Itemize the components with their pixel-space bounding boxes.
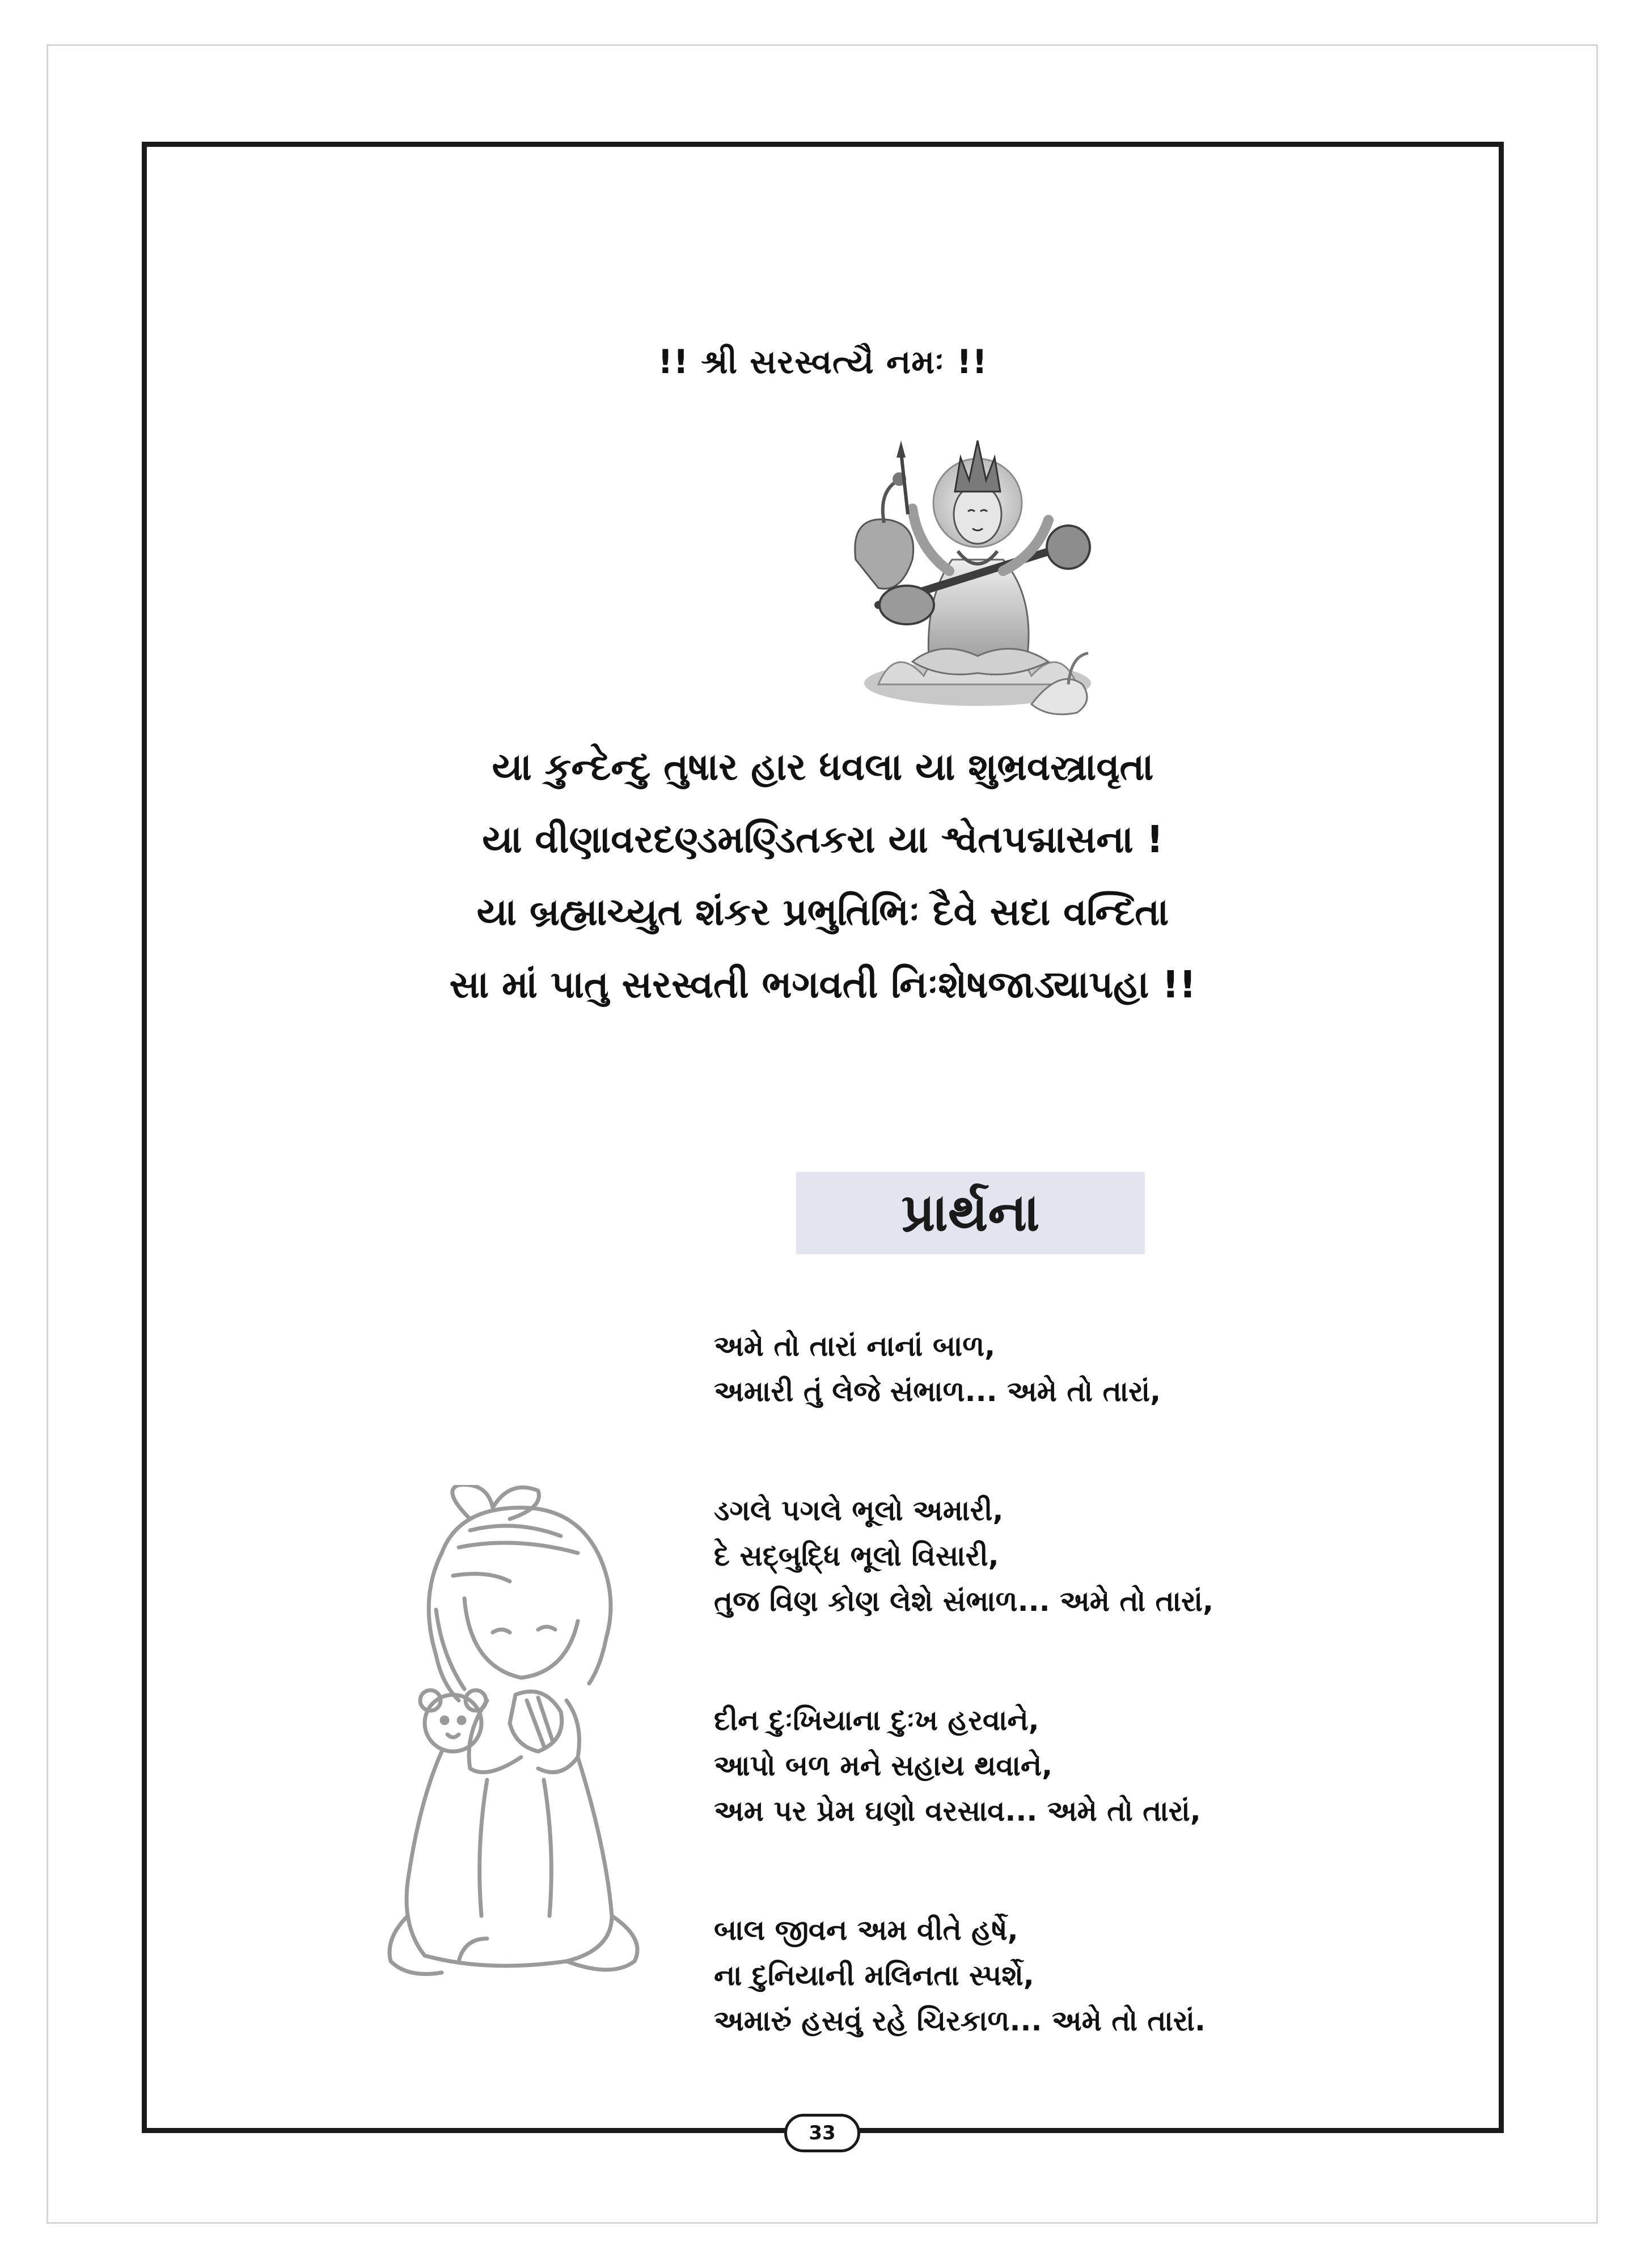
shloka-line: યા કુન્દેન્દુ તુષાર હાર ધવલા યા શુભ્રવસ્ત્રાવૃતા — [492, 745, 1154, 789]
poem-line: દે સદ્બુદ્ધિ ભૂલો વિસારી, — [714, 1539, 999, 1572]
poem-line: અમારું હસવું રહે ચિરકાળ... અમે તો તારાં. — [714, 2004, 1206, 2037]
praying-girl-illustration — [374, 1485, 669, 1984]
shloka-line: સા માં પાતુ સરસ્વતી ભગવતી નિઃશેષજાડ્યાપહા !! — [449, 963, 1196, 1006]
page-number-badge — [784, 2114, 860, 2152]
prayer-poem — [714, 1323, 1564, 2117]
poem-line: ડગલે પગલે ભૂલો અમારી, — [714, 1494, 1004, 1527]
poem-stanza — [714, 1323, 1564, 1414]
poem-line: બાલ જીવન અમ વીતે હર્ષે, — [714, 1914, 1018, 1947]
shloka-line: યા બ્રહ્માચ્યુત શંકર પ્રભુતિભિઃ દૈવે સદા વન્દિતા — [476, 890, 1169, 934]
poem-line: તુજ વિણ કોણ લેશે સંભાળ... અમે તો તારાં, — [714, 1585, 1214, 1618]
invocation-heading: !! શ્રી સરસ્વત્યૈ નમઃ !! — [658, 342, 988, 381]
poem-stanza — [714, 1907, 1564, 2043]
prayer-title-box — [796, 1172, 1145, 1254]
poem-line: અમારી તું લેજે સંભાળ... અમે તો તારાં, — [714, 1375, 1161, 1408]
page-frame — [142, 142, 1504, 2133]
poem-line: દીન દુઃખિયાના દુઃખ હરવાને, — [714, 1704, 1039, 1737]
poem-line: ના દુનિયાની મલિનતા સ્પર્શે, — [714, 1959, 1034, 1992]
poem-stanza — [714, 1488, 1564, 1624]
saraswati-illustration — [844, 418, 1111, 724]
prayer-title: પ્રાર્થના — [901, 1182, 1040, 1243]
saraswati-shloka — [147, 731, 1499, 1021]
poem-line: અમે તો તારાં નાનાં બાળ, — [714, 1330, 996, 1363]
shloka-line: યા વીણાવરદણ્ડમણ્ડિતકરા યા શ્વેતપદ્માસના ! — [482, 818, 1164, 861]
poem-line: આપો બળ મને સહાય થવાને, — [714, 1749, 1053, 1782]
poem-stanza — [714, 1698, 1564, 1834]
page-number: 33 — [809, 2122, 836, 2144]
poem-line: અમ પર પ્રેમ ઘણો વરસાવ... અમે તો તારાં, — [714, 1795, 1201, 1827]
